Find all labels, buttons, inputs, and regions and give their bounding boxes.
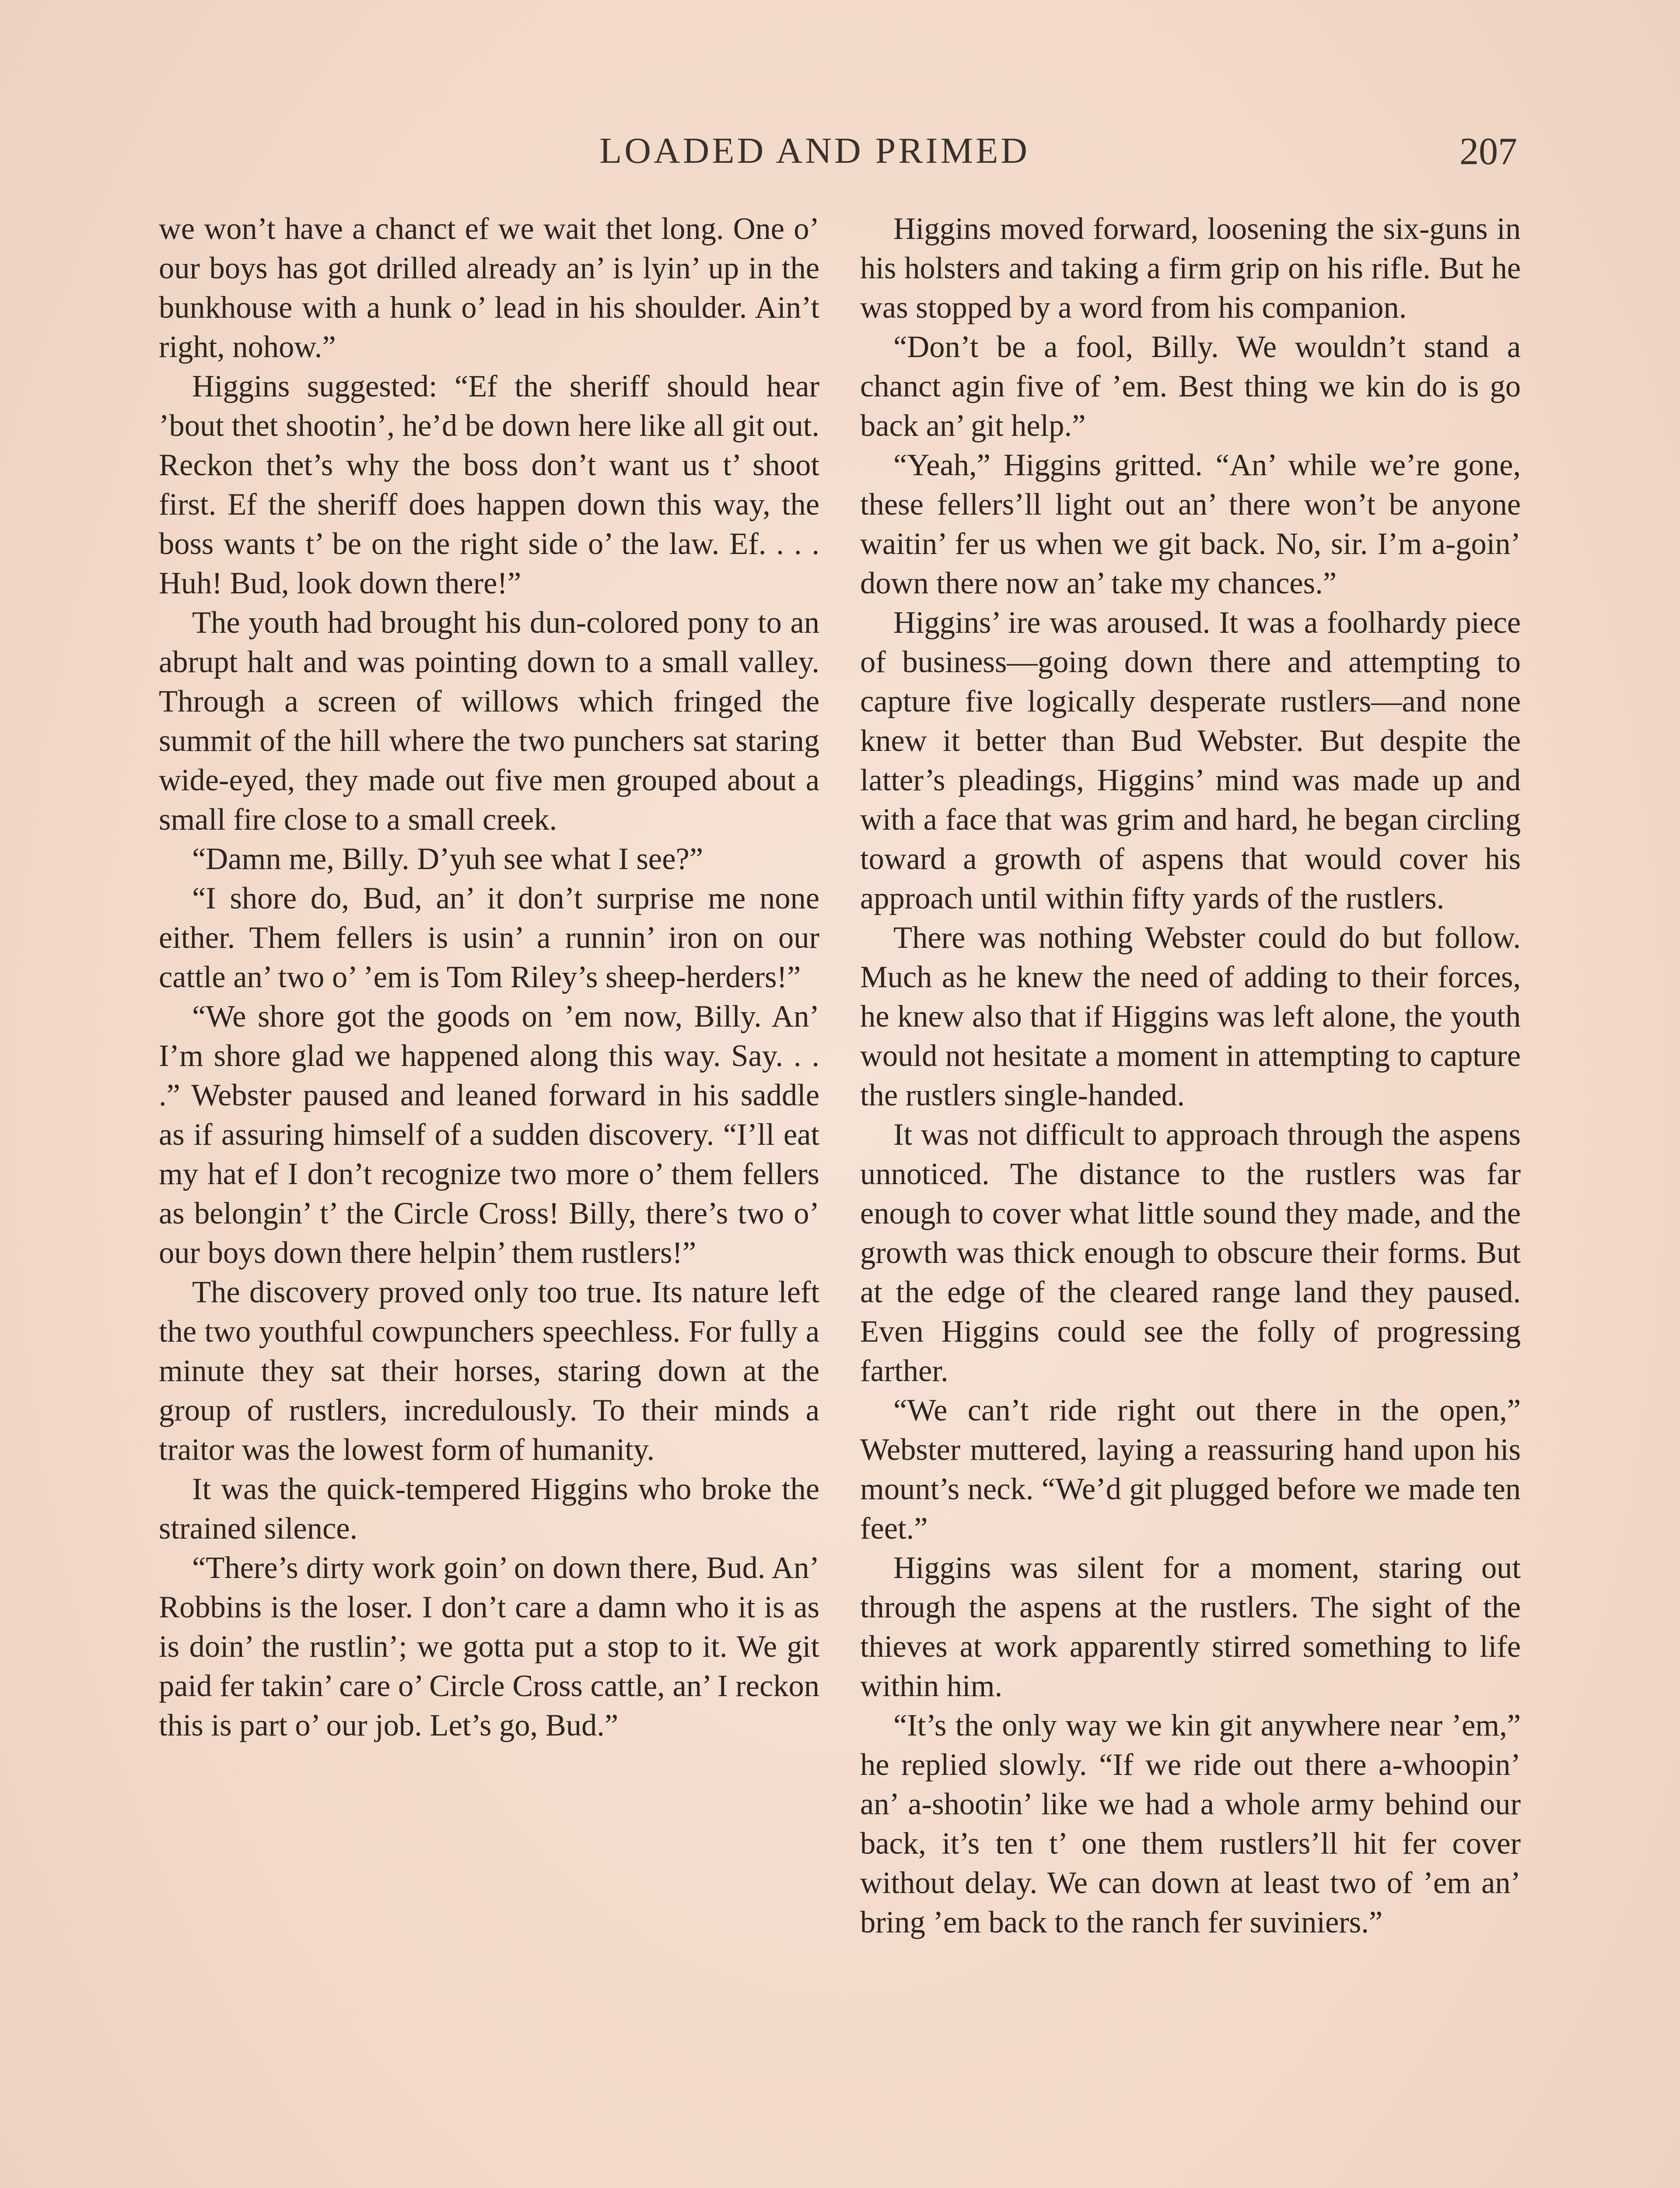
paragraph: “We shore got the goods on ’em now, Billy. An’ I’m shore glad we happened along this way. Say. . . .” Webster paused and leaned forward in his saddle as if assuring himself of a sudden discovery. “I’ll eat my hat ef I don’t recognize two more o’ them fellers as belongin’ t’ the Circle Cross! Billy, there’s two o’ our boys down there helpin’ them rustlers!” bbox=[159, 999, 819, 1270]
paragraph: “I shore do, Bud, an’ it don’t surprise me none either. Them fellers is usin’ a runnin’ iron on our cattle an’ two o’ ’em is Tom Riley’s sheep-herders!” bbox=[159, 881, 819, 994]
paragraph: “Don’t be a fool, Billy. We wouldn’t stand a chanct agin five of ’em. Best thing we kin do is go back an’ git help.” bbox=[860, 330, 1521, 443]
paragraph: It was the quick-tempered Higgins who broke the strained silence. bbox=[159, 1472, 819, 1546]
paragraph: Higgins’ ire was aroused. It was a foolhardy piece of business—going down there and attempting to capture five logically desperate rustlers—and none knew it better than Bud Webster. But despite the latter’s pleadings, Higgins’ mind was made up and with a face that was grim and hard, he began circling toward a growth of aspens that would cover his approach until within fifty yards of the rustlers. bbox=[860, 606, 1521, 915]
running-head: LOADED AND PRIMED bbox=[599, 130, 1030, 171]
paragraph: The youth had brought his dun-colored pony to an abrupt halt and was pointing down to a small valley. Through a screen of willows which fringed the summit of the hill where the two punchers sat staring wide-eyed, they made out five men grouped about a small fire close to a small creek. bbox=[159, 606, 819, 837]
text-column-right bbox=[860, 209, 1521, 1942]
paragraph: Higgins was silent for a moment, staring out through the aspens at the rustlers. The sight of the thieves at work apparently stirred something to life within him. bbox=[860, 1551, 1521, 1703]
paragraph: It was not difficult to approach through the aspens unnoticed. The distance to the rustlers was far enough to cover what little sound they made, and the growth was thick enough to obscure their forms. But at the edge of the cleared range land they paused. Even Higgins could see the folly of progressing farther. bbox=[860, 1118, 1521, 1388]
paragraph: “We can’t ride right out there in the open,” Webster muttered, laying a reassuring hand upon his mount’s neck. “We’d git plugged before we made ten feet.” bbox=[860, 1393, 1521, 1546]
paragraph: “Yeah,” Higgins gritted. “An’ while we’re gone, these fellers’ll light out an’ there won’t be anyone waitin’ fer us when we git back. No, sir. I’m a-goin’ down there now an’ take my chances.” bbox=[860, 448, 1521, 600]
paragraph: Higgins suggested: “Ef the sheriff should hear ’bout thet shootin’, he’d be down here like all git out. Reckon thet’s why the boss don’t want us t’ shoot first. Ef the sheriff does happen down this way, the boss wants t’ be on the right side o’ the law. Ef. . . . Huh! Bud, look down there!” bbox=[159, 369, 819, 600]
paragraph: The discovery proved only too true. Its nature left the two youthful cowpunchers speechless. For fully a minute they sat their horses, staring down at the group of rustlers, incredulously. To their minds a traitor was the lowest form of humanity. bbox=[159, 1275, 819, 1467]
paragraph: Higgins moved forward, loosening the six-guns in his holsters and taking a firm grip on his rifle. But he was stopped by a word from his companion. bbox=[860, 212, 1521, 325]
text-column-left bbox=[159, 209, 819, 1745]
paragraph: “It’s the only way we kin git anywhere near ’em,” he replied slowly. “If we ride out there a-whoopin’ an’ a-shootin’ like we had a whole army behind our back, it’s ten t’ one them rustlers’ll hit fer cover without delay. We can down at least two of ’em an’ bring ’em back to the ranch fer suviniers.” bbox=[860, 1708, 1521, 1939]
paragraph: we won’t have a chanct ef we wait thet long. One o’ our boys has got drilled already an’ is lyin’ up in the bunkhouse with a hunk o’ lead in his shoulder. Ain’t right, nohow.” bbox=[159, 212, 819, 364]
paragraph: “There’s dirty work goin’ on down there, Bud. An’ Robbins is the loser. I don’t care a damn who it is as is doin’ the rustlin’; we gotta put a stop to it. We git paid fer takin’ care o’ Circle Cross cattle, an’ I reckon this is part o’ our job. Let’s go, Bud.” bbox=[159, 1551, 819, 1743]
page-number: 207 bbox=[1460, 130, 1517, 173]
paragraph: “Damn me, Billy. D’yuh see what I see?” bbox=[192, 842, 704, 876]
paragraph: There was nothing Webster could do but follow. Much as he knew the need of adding to their forces, he knew also that if Higgins was left alone, the youth would not hesitate a moment in attempting to capture the rustlers single-handed. bbox=[860, 921, 1521, 1112]
